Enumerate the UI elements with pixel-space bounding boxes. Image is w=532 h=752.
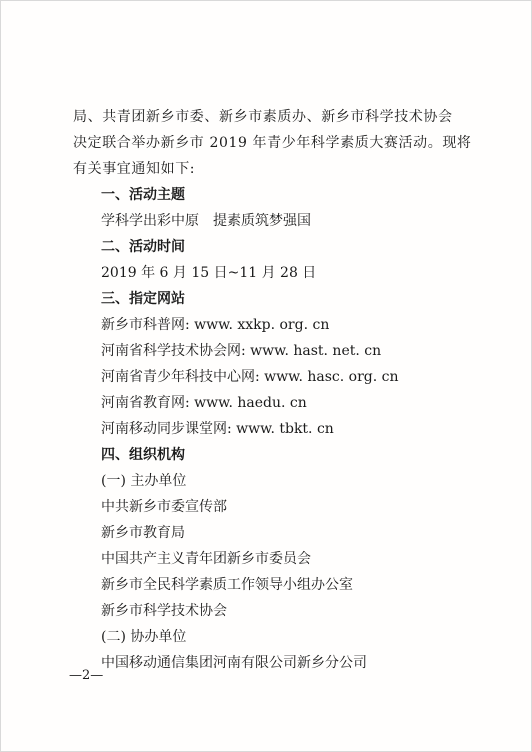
website-item: 河南省教育网: www. haedu. cn: [101, 395, 307, 411]
sponsor-item: 新乡市全民科学素质工作领导小组办公室: [101, 577, 353, 593]
page-number: —2—: [69, 668, 104, 683]
website-item: 河南移动同步课堂网: www. tbkt. cn: [101, 421, 334, 437]
time-text: 2019 年 6 月 15 日~11 月 28 日: [101, 265, 317, 281]
website-item: 河南省青少年科技中心网: www. hasc. org. cn: [101, 369, 399, 385]
subheading-sponsors: (一) 主办单位: [101, 473, 187, 489]
section-heading-time: 二、活动时间: [101, 239, 185, 255]
sponsor-item: 新乡市教育局: [101, 525, 185, 541]
intro-line-3: 有关事宜通知如下:: [73, 161, 196, 177]
section-heading-organization: 四、组织机构: [101, 447, 185, 463]
subheading-co-organizers: (二) 协办单位: [101, 629, 187, 645]
section-heading-websites: 三、指定网站: [101, 291, 185, 307]
theme-text: 学科学出彩中原 提素质筑梦强国: [101, 213, 311, 229]
co-organizer-item: 中国移动通信集团河南有限公司新乡分公司: [101, 655, 367, 671]
sponsor-item: 新乡市科学技术协会: [101, 603, 227, 619]
intro-line-1: 局、共青团新乡市委、新乡市素质办、新乡市科学技术协会: [73, 109, 453, 125]
sponsor-item: 中共新乡市委宣传部: [101, 499, 227, 515]
section-heading-theme: 一、活动主题: [101, 187, 185, 203]
sponsor-item: 中国共产主义青年团新乡市委员会: [101, 551, 311, 567]
website-item: 河南省科学技术协会网: www. hast. net. cn: [101, 343, 382, 359]
website-item: 新乡市科普网: www. xxkp. org. cn: [101, 317, 330, 333]
intro-line-2: 决定联合举办新乡市 2019 年青少年科学素质大赛活动。现将: [73, 135, 472, 151]
